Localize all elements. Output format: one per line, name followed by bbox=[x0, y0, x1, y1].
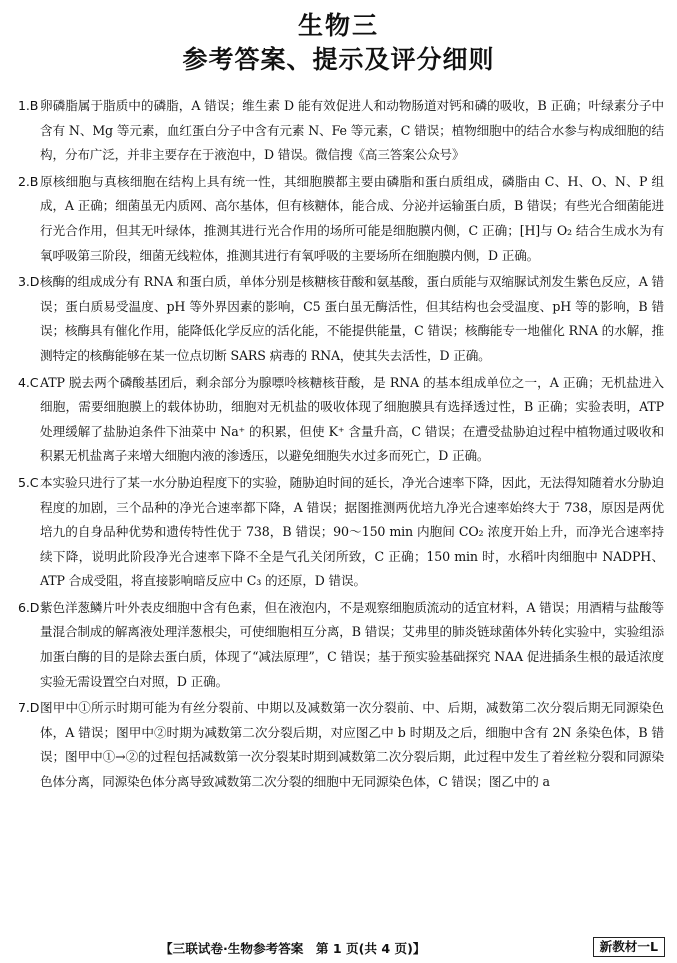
answer-item-7 bbox=[18, 696, 664, 794]
answer-item-3 bbox=[18, 270, 664, 368]
edition-badge: 新教材一L bbox=[593, 937, 665, 957]
answer-text: 图甲中①所示时期可能为有丝分裂前、中期以及减数第一次分裂前、中、后期，减数第二次分裂后期无同源染色体，A 错误；图甲中②时期为减数第二次分裂后期，对应图乙中 b 时期及之后，细胞中含有 2N 条染色体，B 错误；图甲中①→②的过程包括减数第一次分裂某时期到减数第二次分裂后期，此过程中发生了着丝粒分裂和同源染色体分离，同源染色体分离导致减数第二次分裂的细胞中无同源染色体，C 错误；图乙中的 a bbox=[40, 700, 664, 790]
answer-item-4 bbox=[18, 371, 664, 469]
answer-number: 6.D bbox=[18, 599, 40, 615]
answer-number: 4.C bbox=[18, 374, 39, 390]
page-footer bbox=[0, 938, 677, 958]
answer-item-2 bbox=[18, 170, 664, 268]
page-title: 生物三 bbox=[297, 11, 379, 40]
answer-item-1 bbox=[18, 94, 664, 168]
answer-text: 卵磷脂属于脂质中的磷脂，A 错误；维生素 D 能有效促进人和动物肠道对钙和磷的吸收，B 正确；叶绿素分子中含有 N、Mg 等元素，血红蛋白分子中含有元素 N、Fe 等元素，C 错误；植物细胞中的结合水参与构成细胞的结构，分布广泛，并非主要存在于液泡中，D 错误。微信搜《高三答案公众号》 bbox=[40, 98, 664, 163]
answers-list bbox=[18, 94, 664, 797]
answer-text: ATP 脱去两个磷酸基团后，剩余部分为腺嘌呤核糖核苷酸，是 RNA 的基本组成单位之一，A 正确；无机盐进入细胞，需要细胞膜上的载体协助，细胞对无机盐的吸收体现了细胞膜具有选择透过性，B 正确；实验表明，ATP 处理缓解了盐胁迫条件下油菜中 Na⁺ 的积累，但使 K⁺ 含量升高，C 错误；在遭受盐胁迫过程中植物通过吸收和积累无机盐离子来增大细胞内液的渗透压，以避免细胞失水过多而死亡，D 正确。 bbox=[40, 374, 664, 464]
answer-text: 紫色洋葱鳞片叶外表皮细胞中含有色素，但在液泡内，不是观察细胞质流动的适宜材料，A 错误；用酒精与盐酸等量混合制成的解离液处理洋葱根尖，可使细胞相互分离，B 错误；艾弗里的肺炎链球菌体外转化实验中，实验组添加蛋白酶的目的是除去蛋白质，体现了“减法原理”，C 错误；基于预实验基础探究 NAA 促进插条生根的最适浓度实验无需设置空白对照，D 正确。 bbox=[40, 599, 664, 689]
answer-text: 核酶的组成成分有 RNA 和蛋白质，单体分别是核糖核苷酸和氨基酸，蛋白质能与双缩脲试剂发生紫色反应，A 错误；蛋白质易受温度、pH 等外界因素的影响，C5 蛋白虽无酶活性，但其结构也会受温度、pH 等的影响，B 错误；核酶具有催化作用，能降低化学反应的活化能，不能提供能量，C 错误；核酶能专一地催化 RNA 的水解，推测特定的核酶能够在某一位点切断 SARS 病毒的 RNA，使其失去活性，D 正确。 bbox=[40, 274, 664, 363]
answer-number: 1.B bbox=[18, 98, 39, 113]
answer-number: 2.B bbox=[18, 173, 39, 189]
answer-number: 7.D bbox=[18, 700, 40, 716]
answer-text: 本实验只进行了某一水分胁迫程度下的实验，随胁迫时间的延长，净光合速率下降，因此，无法得知随着水分胁迫程度的加剧，三个品种的净光合速率都下降，A 错误；据图推测两优培九净光合速率始终大于 738，原因是两优培九的自身品种优势和遗传特性优于 738，B 错误；90～150 min 内胞间 CO₂ 浓度开始上升，而净光合速率持续下降，说明此阶段净光合速率下降不全是气孔关闭所致，C 正确；150 min 时，水稻叶肉细胞中 NADPH、ATP 合成受阻，将直接影响暗反应中 C₃ 的还原，D 错误。 bbox=[40, 474, 664, 589]
answer-item-5 bbox=[18, 471, 664, 594]
page-subtitle: 参考答案、提示及评分细则 bbox=[182, 45, 495, 74]
answer-number: 5.C bbox=[18, 474, 39, 490]
footer-page-info: 【三联试卷·生物参考答案 第 1 页(共 4 页)】 bbox=[160, 941, 426, 956]
answer-number: 3.D bbox=[18, 274, 40, 290]
answer-text: 原核细胞与真核细胞在结构上具有统一性，其细胞膜都主要由磷脂和蛋白质组成，磷脂由 C、H、O、N、P 组成，A 正确；细菌虽无内质网、高尔基体，但有核糖体，能合成、分泌并运输蛋白质，B 错误；有些光合细菌能进行光合作用，但其无叶绿体，推测其进行光合作用的场所可能是细胞膜内侧，C 正确；[H]与 O₂ 结合生成水为有氧呼吸第三阶段，细菌无线粒体，推测其进行有氧呼吸的主要场所在细胞膜内侧，D 正确。 bbox=[40, 173, 664, 263]
answer-item-6 bbox=[18, 596, 664, 694]
